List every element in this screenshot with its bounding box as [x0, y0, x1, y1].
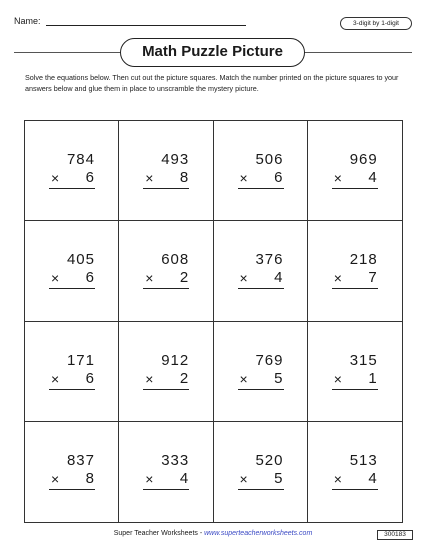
multiplier-row: [238, 370, 284, 390]
multiplier-row: [143, 169, 189, 189]
multiplier-row: [49, 269, 95, 289]
multiplicand: 513: [349, 451, 378, 469]
times-sign: ×: [239, 270, 249, 287]
multiplicand: 405: [66, 251, 95, 269]
times-sign: ×: [51, 270, 61, 287]
multiplicand: 784: [66, 151, 95, 168]
instructions-text: Solve the equations below. Then cut out the picture squares. Match the number printed on the picture squares to your answers below and glue them in place to unscramble the mystery picture.: [25, 73, 399, 93]
problem-cell[interactable]: [214, 121, 308, 221]
multiplier: 7: [368, 269, 378, 287]
times-sign: ×: [145, 470, 155, 487]
problem-cell[interactable]: [308, 322, 402, 422]
problem-cell[interactable]: [308, 221, 402, 321]
multiplicand: 218: [349, 251, 378, 269]
multiplier-row: [49, 370, 95, 390]
times-sign: ×: [239, 370, 249, 387]
problem-cell[interactable]: [119, 121, 213, 221]
problem: [332, 352, 378, 390]
problem-cell[interactable]: [308, 121, 402, 221]
multiplier: 5: [274, 369, 284, 387]
multiplicand: 969: [349, 151, 378, 168]
problem-cell[interactable]: [214, 422, 308, 522]
problem-cell[interactable]: [25, 322, 119, 422]
multiplicand: 506: [255, 151, 284, 168]
multiplicand: 171: [66, 351, 95, 369]
times-sign: ×: [333, 470, 343, 487]
footer-url-link[interactable]: www.superteacherworksheets.com: [204, 530, 313, 537]
times-sign: ×: [51, 370, 61, 387]
multiplier-row: [143, 269, 189, 289]
multiplier: 2: [179, 269, 190, 287]
page-title: Math Puzzle Picture: [120, 38, 305, 67]
problem: [143, 452, 189, 490]
multiplier: 4: [368, 469, 378, 487]
level-badge: 3-digit by 1-digit: [340, 17, 412, 30]
multiplier-row: [332, 370, 378, 390]
multiplier: 8: [179, 169, 190, 186]
multiplicand: 769: [255, 351, 284, 369]
multiplier-row: [238, 269, 284, 289]
problem: [49, 452, 95, 490]
times-sign: ×: [333, 270, 343, 287]
multiplier: 8: [85, 469, 95, 487]
multiplier-row: [49, 470, 95, 490]
multiplicand: 333: [161, 451, 190, 469]
name-row: [14, 16, 246, 26]
footer-site-name: Super Teacher Worksheets -: [113, 530, 205, 537]
multiplier: 5: [274, 469, 284, 487]
problem-cell[interactable]: [25, 221, 119, 321]
multiplier: 6: [85, 369, 95, 387]
times-sign: ×: [51, 470, 61, 487]
problem-cell[interactable]: [308, 422, 402, 522]
times-sign: ×: [145, 170, 155, 186]
multiplier-row: [238, 169, 284, 189]
multiplier-row: [238, 470, 284, 490]
problem-cell[interactable]: [119, 322, 213, 422]
problem: [332, 251, 378, 289]
problem: [238, 151, 284, 189]
name-label: Name:: [14, 16, 41, 26]
multiplicand: 315: [349, 351, 378, 369]
multiplicand: 608: [161, 251, 190, 269]
problem: [143, 352, 189, 390]
problem: [49, 251, 95, 289]
multiplier-row: [49, 169, 95, 189]
multiplier: 2: [179, 369, 190, 387]
problem-cell[interactable]: [119, 221, 213, 321]
name-field[interactable]: [46, 17, 246, 26]
problem-cell[interactable]: [25, 422, 119, 522]
multiplicand: 520: [255, 451, 284, 469]
problem: [143, 151, 189, 189]
multiplier: 1: [368, 369, 378, 387]
multiplier: 4: [179, 469, 190, 487]
problem: [332, 452, 378, 490]
problem-cell[interactable]: [214, 322, 308, 422]
multiplicand: 376: [255, 251, 284, 269]
problem: [49, 151, 95, 189]
problem-cell[interactable]: [119, 422, 213, 522]
times-sign: ×: [145, 270, 155, 287]
multiplier-row: [332, 169, 378, 189]
problem-cell[interactable]: [214, 221, 308, 321]
multiplier: 4: [368, 169, 378, 186]
multiplicand: 837: [66, 451, 95, 469]
problem: [238, 352, 284, 390]
times-sign: ×: [239, 470, 249, 487]
multiplicand: 493: [161, 151, 190, 168]
times-sign: ×: [333, 170, 343, 186]
times-sign: ×: [239, 170, 249, 186]
multiplier: 6: [274, 169, 284, 186]
multiplier-row: [143, 470, 189, 490]
worksheet-code: 300183: [377, 530, 413, 540]
multiplier-row: [143, 370, 189, 390]
multiplier: 4: [274, 269, 284, 287]
multiplier: 6: [85, 269, 95, 287]
problem: [332, 151, 378, 189]
problem: [49, 352, 95, 390]
problem: [143, 251, 189, 289]
problem: [238, 452, 284, 490]
times-sign: ×: [333, 370, 343, 387]
problem: [238, 251, 284, 289]
multiplier: 6: [85, 169, 95, 186]
multiplier-row: [332, 269, 378, 289]
problem-cell[interactable]: [25, 121, 119, 221]
problem-grid: [24, 120, 403, 523]
times-sign: ×: [145, 370, 155, 387]
multiplicand: 912: [161, 351, 190, 369]
footer: [0, 530, 426, 537]
multiplier-row: [332, 470, 378, 490]
times-sign: ×: [51, 170, 61, 186]
